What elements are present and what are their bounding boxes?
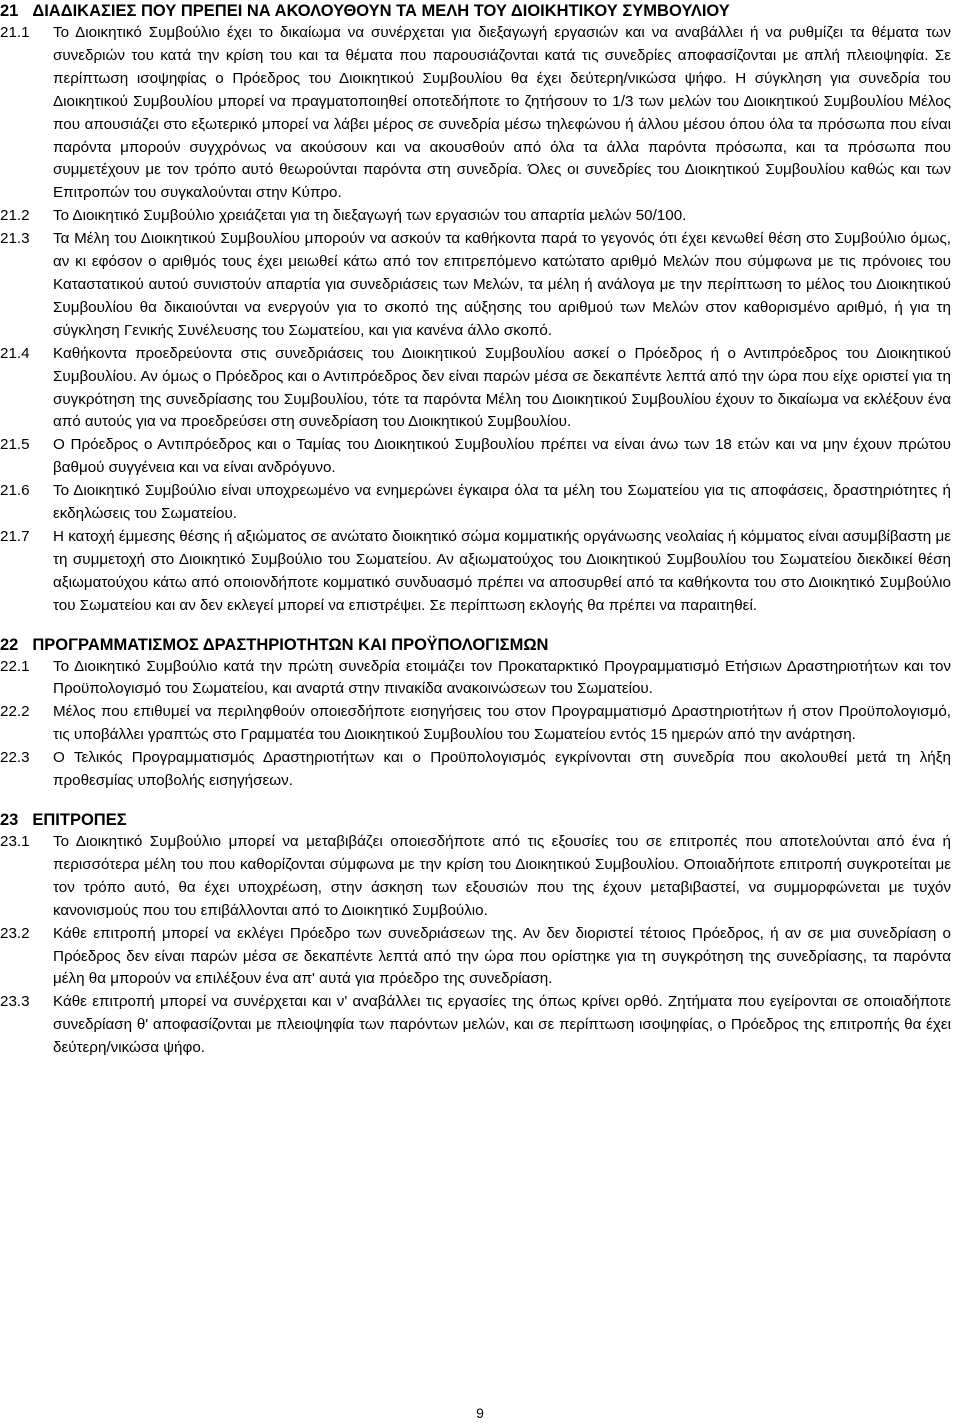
clause-text: Το Διοικητικό Συμβούλιο έχει το δικαίωμα να συνέρχεται για διεξαγωγή εργασιών και να αναβάλλει ή να ρυθμίζει τα θέματα των συνεδριών του κατά την κρίση του και τα θέματα που παρουσιάζονται κατά τις συνεδρίες αποφασίζονται με απλή πλειοψηφία. Σε περίπτωση ισοψηφίας ο Πρόεδρος του Διοικητικού Συμβουλίου θα έχει δεύτερη/νικώσα ψήφο. Η σύγκληση για συνεδρία του Διοικητικού Συμβουλίου μπορεί να πραγματοποιηθεί οποτεδήποτε το ζητήσουν το 1/3 των μελών του Διοικητικού Συμβουλίου Μέλος που απουσιάζει στο εξωτερικό μπορεί να λάβει μέρος σε συνεδρία μέσω τηλεφώνου ή άλλου μέσου όπου όλα τα πρόσωπα που είναι παρόντα μπορούν συγχρόνως να ακούσουν και να ακουσθούν από όλα τα άλλα παρόντα πρόσωπα, και τα πρόσωπα που συμμετέχουν με τον τρόπο αυτό θεωρούνται παρόντα στη συνεδρία. Όλες οι συνεδρίες του Διοικητικού Συμβουλίου καθώς και των Επιτροπών του συγκαλούνται στην Κύπρο. [53, 24, 951, 202]
clause-21-6 [0, 480, 951, 526]
section-title: ΠΡΟΓΡΑΜΜΑΤΙΣΜΟΣ ΔΡΑΣΤΗΡΙΟΤΗΤΩΝ ΚΑΙ ΠΡΟΫΠΟΛΟΓΙΣΜΩΝ [32, 635, 549, 654]
clause-23-2 [0, 923, 951, 992]
clause-number: 23.1 [0, 833, 30, 850]
clause-number: 23.3 [0, 993, 30, 1011]
section-spacer [0, 618, 951, 634]
clause-number: 22.3 [0, 749, 30, 767]
clause-21-2 [0, 205, 951, 228]
section-23 [0, 809, 951, 1060]
clause-21-1 [0, 22, 951, 205]
clause-text: Κάθε επιτροπή μπορεί να εκλέγει Πρόεδρο των συνεδριάσεων της. Αν δεν διοριστεί τέτοιος Πρόεδρος, ή αν σε μια συνεδρίαση ο Πρόεδρος δεν είναι παρών μέσα σε δεκαπέντε λεπτά από την ώρα που ορίστηκε για τη συγκρότηση της συνεδρίασης, τα παρόντα μέλη θα μπορούν να επιλέξουν ένα απ' αυτά για πρόεδρο της συνεδρίαση. [53, 924, 951, 988]
clause-number: 23.2 [0, 924, 30, 942]
clause-text: Καθήκοντα προεδρεύοντα στις συνεδριάσεις του Διοικητικού Συμβουλίου ασκεί ο Πρόεδρος ή ο Αντιπρόεδρος του Διοικητικού Συμβουλίου. Αν όμως ο Πρόεδρος και ο Αντιπρόεδρος δεν είναι παρών μέσα σε δεκαπέντε λεπτά από την ώρα που είχε οριστεί για τη συγκρότηση της συνεδρίασης του Συμβουλίου, τότε τα παρόντα Μέλη του Διοικητικού Συμβουλίου έχουν το δικαίωμα να εκλέξουν ένα από αυτούς για να προεδρεύσει στη συνεδρίαση του Διοικητικού Συμβουλίου. [53, 344, 951, 431]
section-number: 22 [0, 635, 19, 654]
clause-text: Μέλος που επιθυμεί να περιληφθούν οποιεσδήποτε εισηγήσεις του στον Προγραμματισμό Δραστηριοτήτων ή στον Προϋπολογισμό, τις υποβάλλει γραπτώς στο Γραμματέα του Διοικητικού Συμβουλίου του Σωματείου εντός 15 ημερών από την ανάρτηση. [53, 703, 951, 744]
clause-number: 21.7 [0, 527, 30, 545]
clause-number: 22.2 [0, 703, 30, 721]
section-number: 21 [0, 2, 19, 20]
clause-text: Ο Τελικός Προγραμματισμός Δραστηριοτήτων και ο Προϋπολογισμός εγκρίνονται στη συνεδρία που ακολουθεί μετά τη λήξη προθεσμίας υποβολής εισηγήσεων. [53, 749, 951, 790]
clause-text: Το Διοικητικό Συμβούλιο μπορεί να μεταβιβάζει οποιεσδήποτε από τις εξουσίες του σε επιτροπές που αποτελούνται από ένα ή περισσότερα μέλη του που καθορίζονται σύμφωνα με την κρίση του Διοικητικού Συμβουλίου. Οποιαδήποτε επιτροπή συγκροτείται με τον τρόπο αυτό, θα έχει υποχρέωση, στην άσκηση των εξουσιών που της έχουν μεταβιβαστεί, να συμμορφώνεται με τυχόν κανονισμούς που του επιβάλλονται από το Διοικητικό Συμβούλιο. [53, 833, 951, 919]
clause-21-7 [0, 526, 951, 618]
clause-text: Τα Μέλη του Διοικητικού Συμβουλίου μπορούν να ασκούν τα καθήκοντα παρά το γεγονός ότι έχει κενωθεί θέση στο Συμβούλιο όμως, αν κι εφόσον ο αριθμός τους έχει μειωθεί κάτω από τον επιτρεπόμενο κατώτατο αριθμό Μελών που σύμφωνα με τις πρόνοιες του Καταστατικού αυτού συνιστούν απαρτία για συνεδριάσεις των Μελών, τα μέλη ή ανάλογα με την περίπτωση το μέλος του Διοικητικού Συμβουλίου θα δικαιούνται να ενεργούν για το σκοπό της αύξησης του αριθμού των Μελών στον καθορισμένο αριθμό, ή για τη σύγκληση Γενικής Συνέλευσης του Σωματείου, και για κανένα άλλο σκοπό. [53, 230, 951, 339]
clause-number: 21.2 [0, 207, 30, 225]
page-number: 9 [476, 1405, 484, 1421]
section-22 [0, 634, 951, 793]
section-number: 23 [0, 811, 19, 829]
section-spacer [0, 793, 951, 809]
section-21 [0, 0, 951, 618]
clause-22-2 [0, 701, 951, 747]
clause-text: Ο Πρόεδρος ο Αντιπρόεδρος και ο Ταμίας του Διοικητικού Συμβουλίου πρέπει να είναι άνω των 18 ετών και να μην έχουν πρώτου βαθμού συγγένεια και να είναι ανδρόγυνο. [53, 436, 951, 477]
clause-23-1 [0, 831, 951, 923]
clause-21-3 [0, 228, 951, 343]
clause-number: 21.5 [0, 436, 30, 454]
section-title: ΕΠΙΤΡΟΠΕΣ [32, 811, 127, 829]
clause-22-1 [0, 656, 951, 702]
clause-23-3 [0, 991, 951, 1060]
clause-text: Η κατοχή έμμεσης θέσης ή αξιώματος σε ανώτατο διοικητικό σώμα κομματικής οργάνωσης νεολαίας ή κόμματος είναι ασυμβίβαστη με τη συμμετοχή στο Διοικητικό Συμβούλιο του Σωματείου. Αν αξιωματούχος του Διοικητικού Συμβουλίου του Σωματείου διεκδικεί θέση αξιωματούχου κάτω από οποιονδήποτε κομματικό συνδυασμό πρέπει να αποσυρθεί από τα καθήκοντα του στο Διοικητικό Συμβούλιο του Σωματείου και αν δεν εκλεγεί μπορεί να επιστρέψει. Σε περίπτωση εκλογής θα πρέπει να παραιτηθεί. [53, 527, 951, 614]
clause-text: Κάθε επιτροπή μπορεί να συνέρχεται και ν' αναβάλλει τις εργασίες της όπως κρίνει ορθό. Ζητήματα που εγείρονται σε οποιαδήποτε συνεδρίαση θ' αποφασίζονται με πλειοψηφία των παρόντων μελών, και σε περίπτωση ισοψηφίας, ο Πρόεδρος της επιτροπής θα έχει δεύτερη/νικώσα ψήφο. [53, 993, 951, 1057]
clause-22-3 [0, 747, 951, 793]
section-heading [0, 634, 951, 656]
clause-number: 21.3 [0, 230, 30, 248]
clause-text: Το Διοικητικό Συμβούλιο είναι υποχρεωμένο να ενημερώνει έγκαιρα όλα τα μέλη του Σωματείου για τις αποφάσεις, δραστηριότητες ή εκδηλώσεις του Σωματείου. [53, 482, 951, 523]
section-heading [0, 809, 951, 831]
clause-text: Το Διοικητικό Συμβούλιο χρειάζεται για τη διεξαγωγή των εργασιών του απαρτία μελών 50/100. [53, 207, 687, 225]
clause-number: 21.4 [0, 344, 30, 362]
clause-text: Το Διοικητικό Συμβούλιο κατά την πρώτη συνεδρία ετοιμάζει τον Προκαταρκτικό Προγραμματισμό Ετήσιων Δραστηριοτήτων και τον Προϋπολογισμό του Σωματείου, και αναρτά στην πινακίδα ανακοινώσεων του Σωματείου. [53, 657, 951, 698]
clause-21-4 [0, 343, 951, 435]
clause-number: 21.1 [0, 24, 30, 41]
section-title: ΔΙΑΔΙΚΑΣΙΕΣ ΠΟΥ ΠΡΕΠΕΙ ΝΑ ΑΚΟΛΟΥΘΟΥΝ ΤΑ ΜΕΛΗ ΤΟΥ ΔΙΟΙΚΗΤΙΚΟΥ ΣΥΜΒΟΥΛΙΟΥ [32, 2, 730, 20]
clause-21-5 [0, 434, 951, 480]
section-heading [0, 0, 951, 22]
clause-number: 22.1 [0, 657, 30, 675]
clause-number: 21.6 [0, 482, 30, 500]
